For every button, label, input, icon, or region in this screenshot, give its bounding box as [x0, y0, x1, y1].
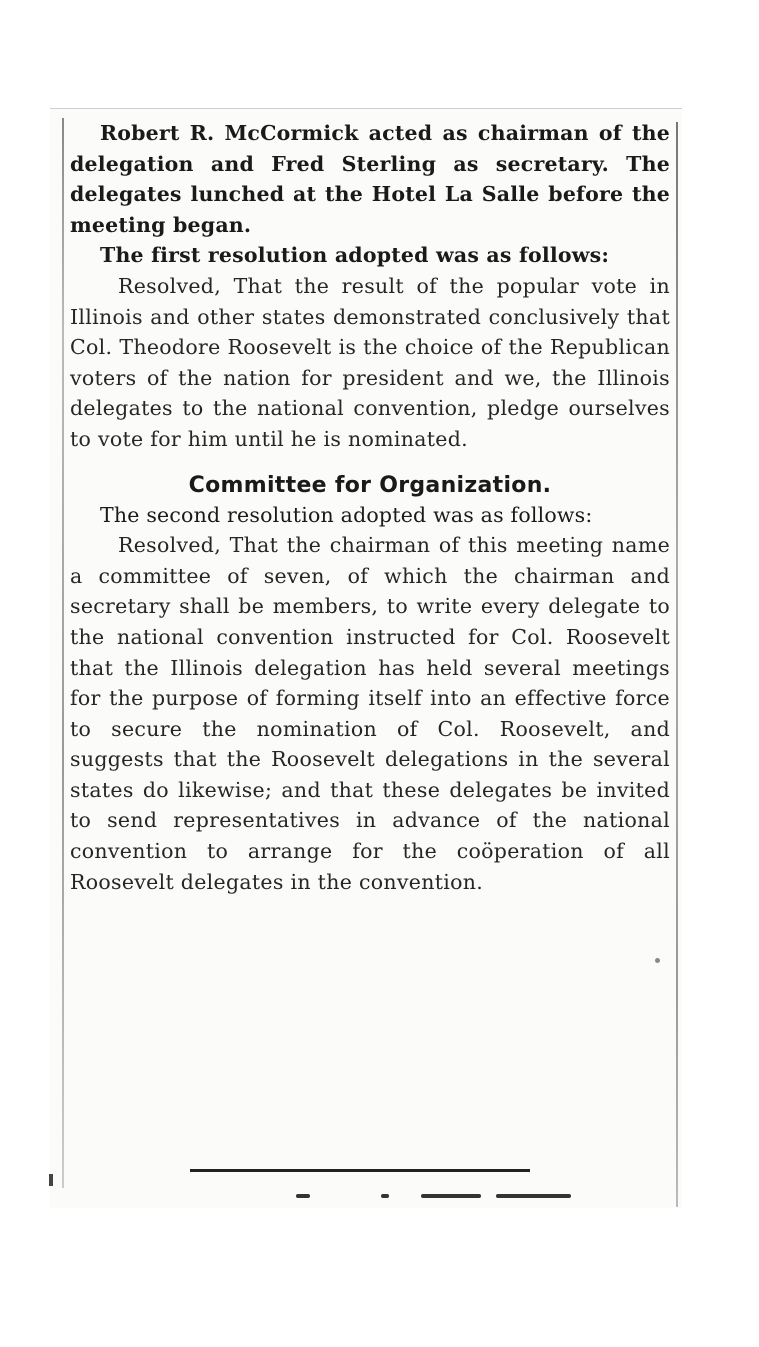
clipping-corner-mark — [49, 1174, 53, 1186]
paper-speck — [655, 958, 660, 963]
headline-fragment — [496, 1194, 571, 1198]
first-resolution-text: Resolved, That the result of the popular vote in Illinois and other states demonstrated conclusively that Col. Theodore Roosevelt is the choice of the Republican voters of the nation for president and we, the Illinois delegates to the national convention, pledge ourselves to vote for him until he is nominated. — [70, 273, 670, 451]
cut-off-next-headline — [286, 1183, 586, 1205]
clipping-right-edge — [676, 122, 678, 1207]
first-resolution-intro: The first resolution adopted was as follows: — [100, 243, 610, 268]
headline-fragment — [421, 1194, 481, 1198]
intro-paragraph: Robert R. McCormick acted as chairman of the delegation and Fred Sterling as secretary. The delegates lunched at the Hotel La Salle before the meeting began. — [70, 121, 670, 237]
clipping-left-edge — [62, 118, 64, 1188]
section-divider-rule — [190, 1169, 530, 1172]
headline-fragment — [296, 1194, 310, 1198]
second-resolution-text: Resolved, That the chairman of this meeting name a committee of seven, of which the chairman and secretary shall be members, to write every delegate to the national convention instructed for Col. Roosevelt that the Illinois delegation has held several meetings for the purpose of forming itself into an effective force to secure the nomination of Col. Roosevelt, and suggests that the Roosevelt delegations in the several states do likewise; and that these delegates be invited to send representatives in advance of the national convention to arrange for the coöperation of all Roosevelt delegates in the convention. — [70, 533, 670, 894]
article-body — [70, 118, 670, 897]
section-heading: Committee for Organization. — [188, 472, 552, 498]
second-resolution-intro: The second resolution adopted was as follows: — [100, 502, 593, 527]
headline-fragment — [381, 1194, 389, 1198]
